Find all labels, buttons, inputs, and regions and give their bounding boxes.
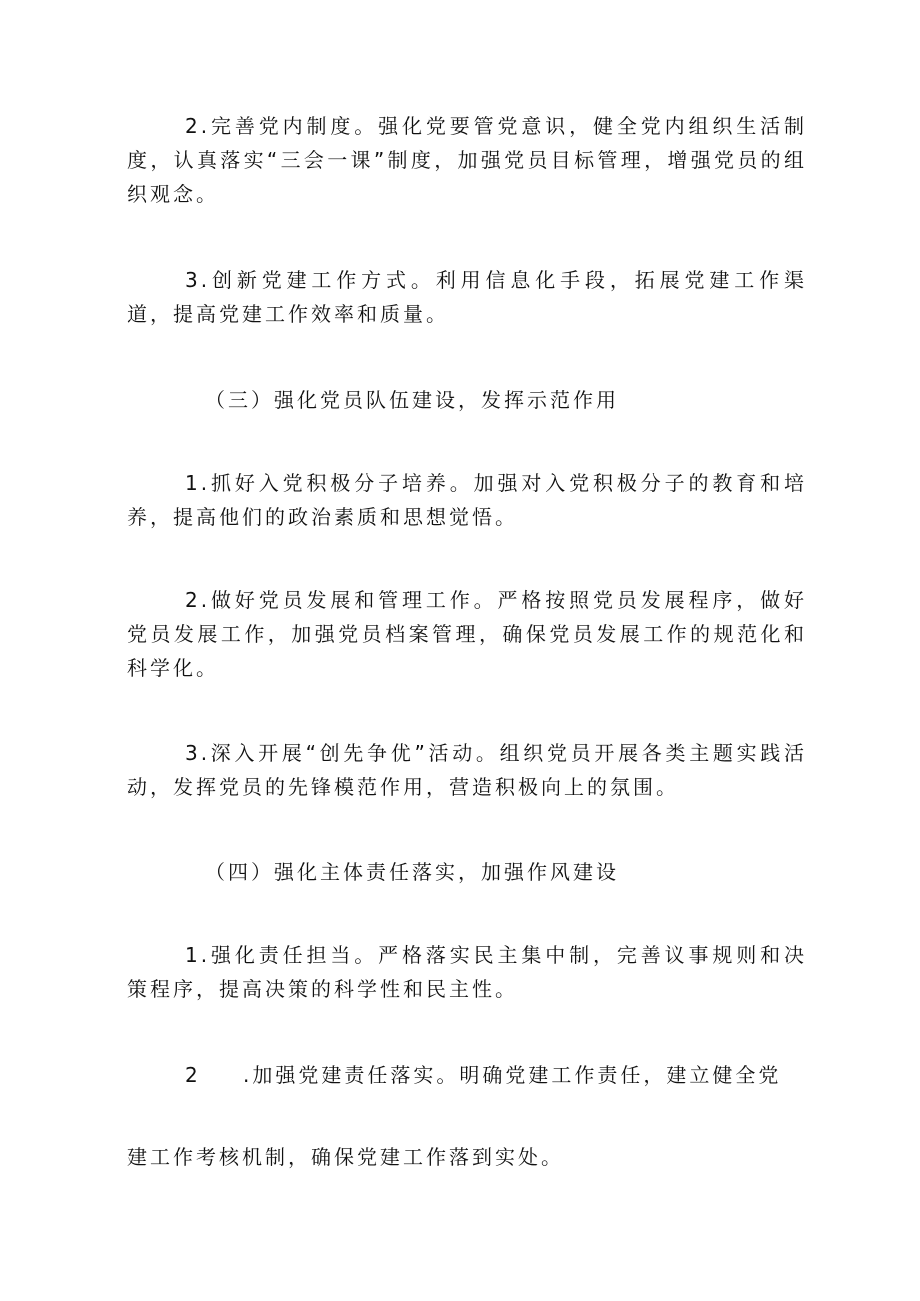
paragraph-innovation: 3.创新党建工作方式。利用信息化手段，拓展党建工作渠道，提高党建工作效率和质量。 bbox=[127, 268, 807, 326]
paragraph-party-system: 2.完善党内制度。强化党要管党意识，健全党内组织生活制度，认真落实“三会一课”制度，加强党员目标管理，增强党员的组织观念。 bbox=[127, 114, 807, 206]
paragraph-member-development: 2.做好党员发展和管理工作。严格按照党员发展程序，做好党员发展工作，加强党员档案管理，确保党员发展工作的规范化和科学化。 bbox=[127, 588, 807, 680]
last-item-number: 2 bbox=[185, 1063, 198, 1087]
section-heading-3: （三）强化党员队伍建设，发挥示范作用 bbox=[205, 388, 619, 412]
paragraph-excellence-campaign: 3.深入开展“创先争优”活动。组织党员开展各类主题实践活动，发挥党员的先锋模范作用，营造积极向上的氛围。 bbox=[127, 741, 807, 799]
section-heading-4: （四）强化主体责任落实，加强作风建设 bbox=[205, 860, 619, 884]
paragraph-responsibility: 1.强化责任担当。严格落实民主集中制，完善议事规则和决策程序，提高决策的科学性和民主性。 bbox=[127, 943, 807, 1001]
last-item-line2: 建工作考核机制，确保党建工作落到实处。 bbox=[127, 1145, 564, 1169]
last-item-line1: .加强党建责任落实。明确党建工作责任，建立健全党 bbox=[243, 1063, 782, 1087]
paragraph-activists: 1.抓好入党积极分子培养。加强对入党积极分子的教育和培养，提高他们的政治素质和思想觉悟。 bbox=[127, 471, 807, 529]
